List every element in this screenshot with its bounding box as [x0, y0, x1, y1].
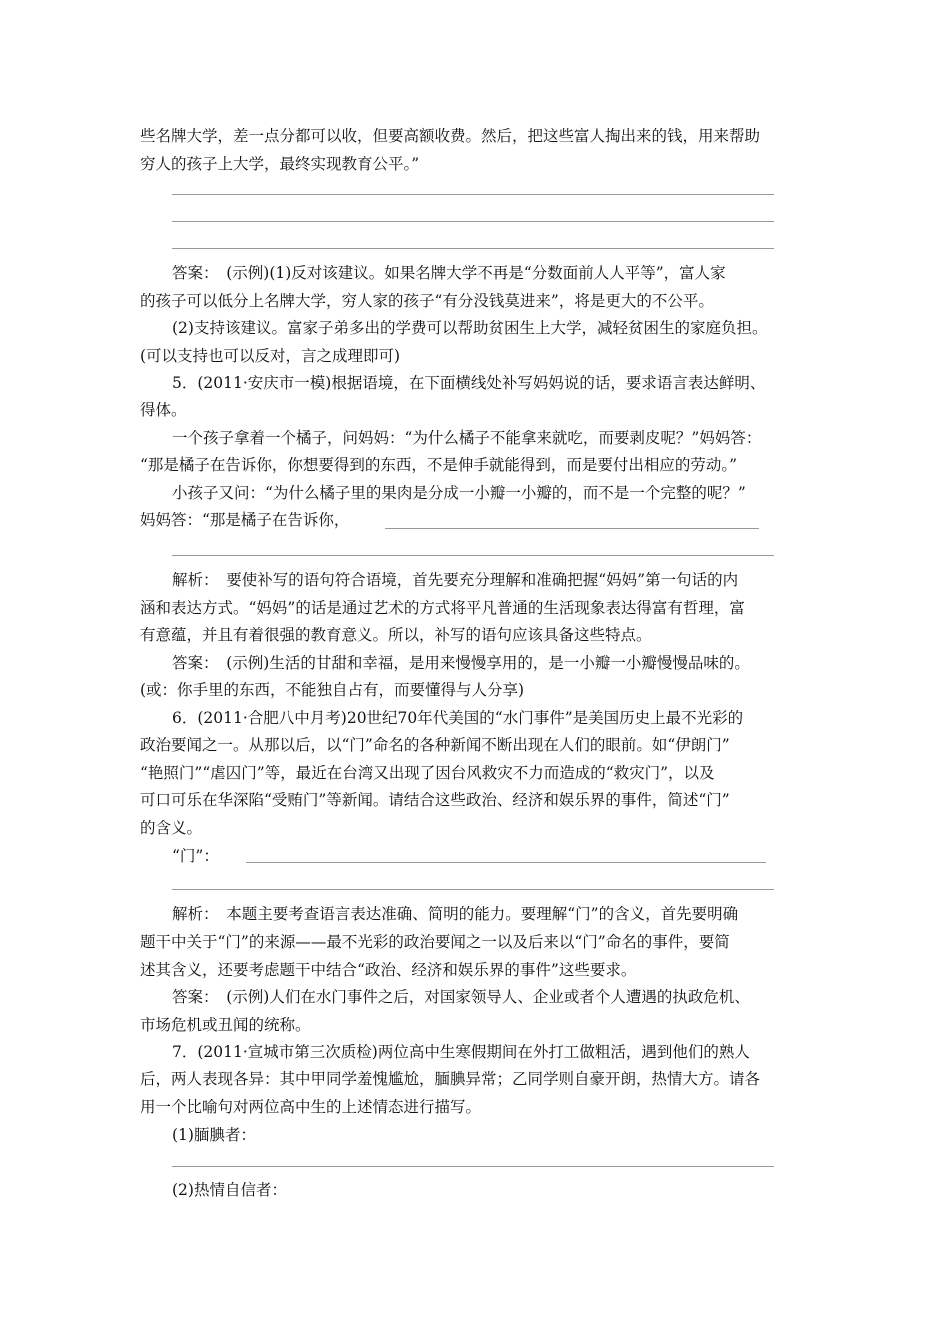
analysis-text: 题干中关于“门”的来源——最不光彩的政治要闻之一以及后来以“门”命名的事件，要简: [140, 933, 730, 951]
answer-blank-line: [172, 889, 774, 890]
question-text: 一个孩子拿着一个橘子，问妈妈：“为什么橘子不能拿来就吃，而要剥皮呢？”妈妈答：: [172, 429, 762, 447]
answer-blank-line: [385, 528, 759, 529]
question-5: 5．(2011·安庆市一模)根据语境，在下面横线处补写妈妈说的话，要求语言表达鲜明、: [172, 374, 766, 392]
answer-text: (或：你手里的东西，不能独自占有，而要懂得与人分享): [140, 681, 525, 699]
answer-blank-line: [172, 194, 774, 195]
answer-text: (2)支持该建议。富家子弟多出的学费可以帮助贫困生上大学，减轻贫困生的家庭负担。: [172, 319, 768, 337]
question-6: 6．(2011·合肥八中月考)20世纪70年代美国的“水门事件”是美国历史上最不光彩的: [172, 709, 744, 727]
answer-blank-line: [172, 555, 774, 556]
question-7: 7．(2011·宣城市第三次质检)两位高中生寒假期间在外打工做粗活，遇到他们的熟人: [172, 1043, 750, 1061]
answer-blank-line: [246, 862, 766, 863]
question-text: 可口可乐在华深陷“受贿门”等新闻。请结合这些政治、经济和娱乐界的事件，简述“门”: [140, 791, 730, 809]
answer-blank-line: [172, 248, 774, 249]
analysis-text: 解析： 要使补写的语句符合语境，首先要充分理解和准确把握“妈妈”第一句话的内: [172, 571, 739, 589]
question-text: “门”：: [172, 847, 219, 865]
answer-text: 答案： (示例)人们在水门事件之后，对国家领导人、企业或者个人遭遇的执政危机、: [172, 988, 750, 1006]
analysis-text: 解析： 本题主要考查语言表达准确、简明的能力。要理解“门”的含义，首先要明确: [172, 905, 739, 923]
question-text: “艳照门”“虐囚门”等，最近在台湾又出现了因台风救灾不力而造成的“救灾门”，以及: [140, 764, 715, 782]
answer-blank-line: [172, 221, 774, 222]
question-text: 妈妈答：“那是橘子在告诉你，: [140, 511, 350, 529]
answer-text: (可以支持也可以反对，言之成理即可): [140, 347, 401, 365]
question-text: (1)腼腆者：: [172, 1126, 256, 1144]
analysis-text: 有意蕴，并且有着很强的教育意义。所以，补写的语句应该具备这些特点。: [140, 626, 652, 644]
question-text: (2)热情自信者：: [172, 1181, 287, 1199]
question-text: 政治要闻之一。从那以后，以“门”命名的各种新闻不断出现在人们的眼前。如“伊朗门”: [140, 736, 730, 754]
answer-text: 答案： (示例)生活的甘甜和幸福，是用来慢慢享用的，是一小瓣一小瓣慢慢品味的。: [172, 654, 750, 672]
question-text: 后，两人表现各异：其中甲同学羞愧尴尬，腼腆异常；乙同学则自豪开朗，热情大方。请各: [140, 1070, 761, 1088]
analysis-text: 述其含义，还要考虑题干中结合“政治、经济和娱乐界的事件”这些要求。: [140, 961, 637, 979]
question-text: 用一个比喻句对两位高中生的上述情态进行描写。: [140, 1098, 482, 1116]
question-text: 的含义。: [140, 819, 203, 837]
analysis-text: 涵和表达方式。“妈妈”的话是通过艺术的方式将平凡普通的生活现象表达得富有哲理，富: [140, 599, 745, 617]
question-text: “那是橘子在告诉你，你想要得到的东西，不是伸手就能得到，而是要付出相应的劳动。”: [140, 456, 738, 474]
answer-text: 的孩子可以低分上名牌大学，穷人家的孩子“有分没钱莫进来”，将是更大的不公平。: [140, 292, 714, 310]
question-text: 小孩子又问：“为什么橘子里的果肉是分成一小瓣一小瓣的，而不是一个完整的呢？”: [172, 484, 746, 502]
answer-text: 市场危机或丑闻的统称。: [140, 1016, 311, 1034]
answer-blank-line: [172, 1166, 774, 1167]
answer-text: 答案： (示例)(1)反对该建议。如果名牌大学不再是“分数面前人人平等”，富人家: [172, 264, 726, 282]
text-line: 些名牌大学，差一点分都可以收，但要高额收费。然后，把这些富人掏出来的钱，用来帮助: [140, 127, 761, 145]
text-line: 穷人的孩子上大学，最终实现教育公平。”: [140, 155, 420, 173]
question-text: 得体。: [140, 401, 187, 419]
